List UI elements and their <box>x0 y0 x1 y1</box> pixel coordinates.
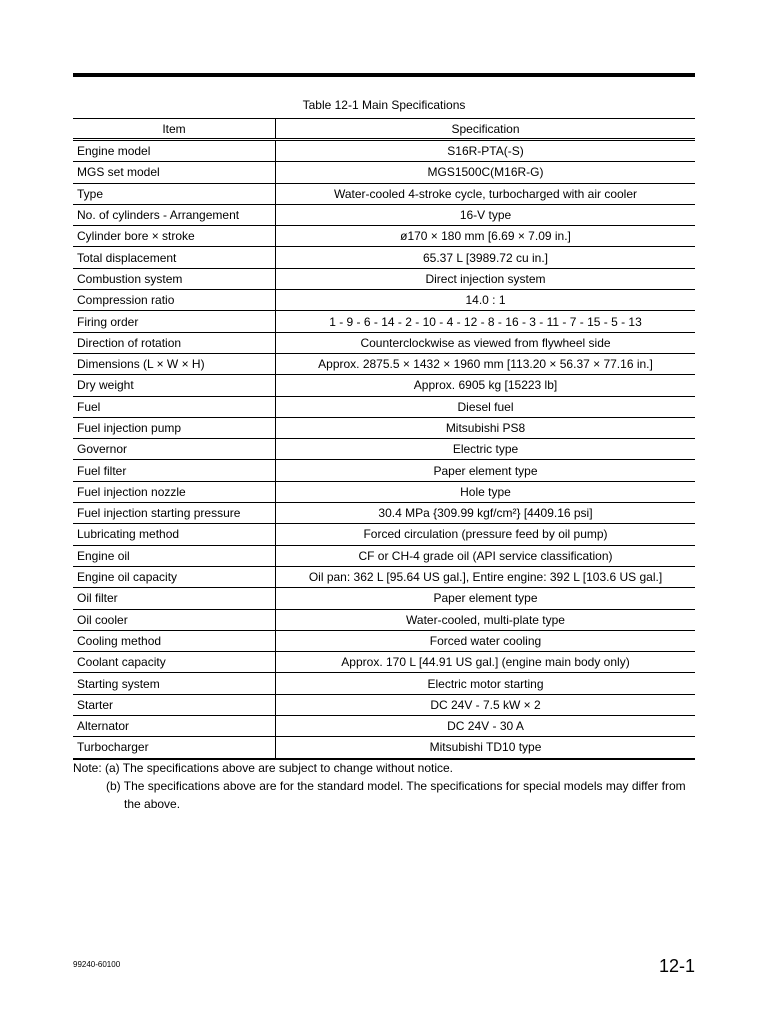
table-row <box>73 630 695 651</box>
table-body <box>73 140 695 759</box>
row-specification: ø170 × 180 mm [6.69 × 7.09 in.] <box>276 226 696 247</box>
row-specification: Electric type <box>276 439 696 460</box>
table-row <box>73 652 695 673</box>
row-item: Starter <box>73 694 276 715</box>
table-row <box>73 673 695 694</box>
row-specification: MGS1500C(M16R-G) <box>276 162 696 183</box>
row-specification: Direct injection system <box>276 268 696 289</box>
row-specification: Paper element type <box>276 460 696 481</box>
row-item: Fuel injection pump <box>73 417 276 438</box>
table-header-row <box>73 119 695 140</box>
row-specification: 65.37 L [3989.72 cu in.] <box>276 247 696 268</box>
row-specification: Counterclockwise as viewed from flywheel side <box>276 332 696 353</box>
row-item: Firing order <box>73 311 276 332</box>
row-item: No. of cylinders - Arrangement <box>73 204 276 225</box>
row-specification: Oil pan: 362 L [95.64 US gal.], Entire engine: 392 L [103.6 US gal.] <box>276 566 696 587</box>
row-item: Fuel injection nozzle <box>73 481 276 502</box>
row-specification: DC 24V - 7.5 kW × 2 <box>276 694 696 715</box>
row-specification: 1 - 9 - 6 - 14 - 2 - 10 - 4 - 12 - 8 - 16 - 3 - 11 - 7 - 15 - 5 - 13 <box>276 311 696 332</box>
row-item: Total displacement <box>73 247 276 268</box>
row-item: Alternator <box>73 716 276 737</box>
table-row <box>73 183 695 204</box>
table-row <box>73 503 695 524</box>
row-specification: Diesel fuel <box>276 396 696 417</box>
table-row <box>73 396 695 417</box>
header-item: Item <box>73 119 276 140</box>
row-item: Combustion system <box>73 268 276 289</box>
table-row <box>73 268 695 289</box>
row-item: Oil filter <box>73 588 276 609</box>
row-specification: Water-cooled 4-stroke cycle, turbocharged with air cooler <box>276 183 696 204</box>
table-row <box>73 162 695 183</box>
table-row <box>73 588 695 609</box>
row-item: Oil cooler <box>73 609 276 630</box>
table-row <box>73 566 695 587</box>
table-row <box>73 694 695 715</box>
notes <box>73 759 703 813</box>
row-specification: S16R-PTA(-S) <box>276 140 696 162</box>
row-specification: Hole type <box>276 481 696 502</box>
row-item: Cylinder bore × stroke <box>73 226 276 247</box>
note-b: (b) The specifications above are for the standard model. The specifications for special models may differ from <box>106 779 686 793</box>
table-row <box>73 439 695 460</box>
table-row <box>73 226 695 247</box>
table-row <box>73 332 695 353</box>
table-row <box>73 247 695 268</box>
row-specification: DC 24V - 30 A <box>276 716 696 737</box>
table-row <box>73 375 695 396</box>
row-item: Dry weight <box>73 375 276 396</box>
row-item: Starting system <box>73 673 276 694</box>
row-specification: Paper element type <box>276 588 696 609</box>
page-number: 12-1 <box>658 956 695 976</box>
row-item: Direction of rotation <box>73 332 276 353</box>
row-specification: 14.0 : 1 <box>276 290 696 311</box>
table-row <box>73 460 695 481</box>
table-row <box>73 524 695 545</box>
note-a: Note: (a) The specifications above are subject to change without notice. <box>73 761 453 775</box>
row-item: Fuel <box>73 396 276 417</box>
row-specification: Approx. 170 L [44.91 US gal.] (engine main body only) <box>276 652 696 673</box>
row-specification: Water-cooled, multi-plate type <box>276 609 696 630</box>
table-row <box>73 311 695 332</box>
row-item: Cooling method <box>73 630 276 651</box>
row-item: MGS set model <box>73 162 276 183</box>
header-specification: Specification <box>276 119 696 140</box>
table-row <box>73 609 695 630</box>
row-item: Turbocharger <box>73 737 276 759</box>
row-item: Engine oil capacity <box>73 566 276 587</box>
row-item: Fuel injection starting pressure <box>73 503 276 524</box>
row-specification: Forced circulation (pressure feed by oil pump) <box>276 524 696 545</box>
top-rule <box>73 73 695 77</box>
row-specification: Mitsubishi PS8 <box>276 417 696 438</box>
row-specification: 30.4 MPa {309.99 kgf/cm²} [4409.16 psi] <box>276 503 696 524</box>
row-specification: Approx. 2875.5 × 1432 × 1960 mm [113.20 × 56.37 × 77.16 in.] <box>276 353 696 374</box>
document-number: 99240-60100 <box>73 960 121 969</box>
row-item: Governor <box>73 439 276 460</box>
row-item: Dimensions (L × W × H) <box>73 353 276 374</box>
table-row <box>73 140 695 162</box>
table-row <box>73 545 695 566</box>
row-specification: Mitsubishi TD10 type <box>276 737 696 759</box>
row-item: Engine oil <box>73 545 276 566</box>
table-row <box>73 204 695 225</box>
table-row <box>73 481 695 502</box>
note-b-continued: the above. <box>124 797 181 811</box>
table-row <box>73 417 695 438</box>
row-item: Compression ratio <box>73 290 276 311</box>
table-row <box>73 290 695 311</box>
table-row <box>73 716 695 737</box>
row-specification: Approx. 6905 kg [15223 lb] <box>276 375 696 396</box>
row-item: Type <box>73 183 276 204</box>
table-row <box>73 737 695 759</box>
row-specification: 16-V type <box>276 204 696 225</box>
table-caption: Table 12-1 Main Specifications <box>302 98 466 112</box>
row-specification: Electric motor starting <box>276 673 696 694</box>
row-specification: Forced water cooling <box>276 630 696 651</box>
row-item: Engine model <box>73 140 276 162</box>
main-specifications-table <box>73 118 695 760</box>
row-item: Coolant capacity <box>73 652 276 673</box>
row-item: Fuel filter <box>73 460 276 481</box>
row-specification: CF or CH-4 grade oil (API service classification) <box>276 545 696 566</box>
table-row <box>73 353 695 374</box>
row-item: Lubricating method <box>73 524 276 545</box>
